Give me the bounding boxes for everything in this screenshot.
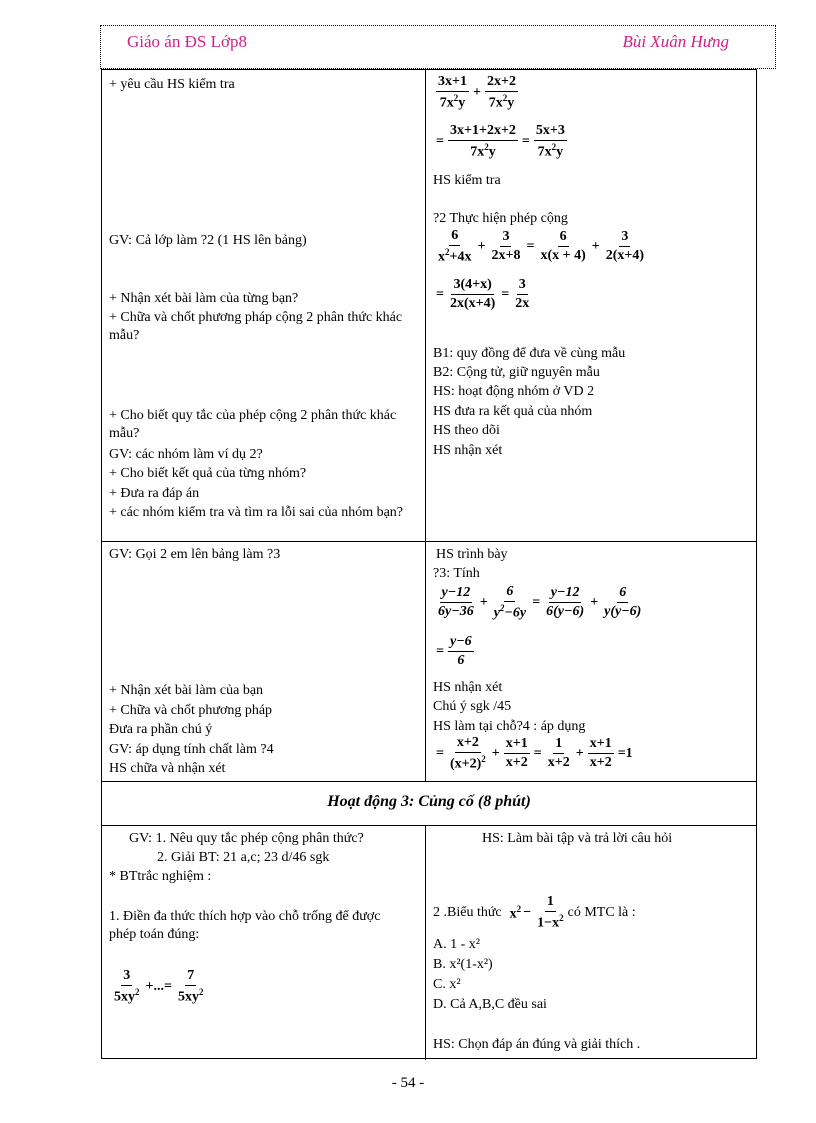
row-divider [102,781,756,782]
lesson-table [101,69,757,1059]
col-divider [425,70,426,781]
left-text: GV: Gọi 2 em lên bảng làm ?3 [109,547,281,562]
right-text: B. x²(1-x²) [433,957,493,972]
row-divider [102,825,756,826]
left-text: + yêu cầu HS kiểm tra [109,77,235,92]
right-text: ?2 Thực hiện phép cộng [433,211,568,226]
right-text: HS đưa ra kết quả của nhóm [433,404,593,419]
left-text: + Đưa ra đáp án [109,486,200,501]
left-text: GV: Cả lớp làm ?2 (1 HS lên bảng) [109,233,307,248]
left-text: GV: áp dụng tính chất làm ?4 [109,742,274,757]
equation: = $\frac{3x+1+2x+2}{7x^2y}$ = $\frac{5x+3}{7x^2y}$ [436,123,565,160]
left-text: GV: các nhóm làm ví dụ 2? [109,447,263,462]
right-text: B1: quy đồng để đưa về cùng mẫu [433,346,626,361]
header-right: Bùi Xuân Hưng [622,32,729,51]
left-text: GV: 1. Nêu quy tắc phép cộng phân thức? [129,831,364,846]
section-title: Hoạt động 3: Củng cố (8 phút) [327,793,531,810]
right-text: Chú ý sgk /45 [433,699,512,714]
right-text: HS: hoạt động nhóm ở VD 2 [433,384,595,399]
right-text: HS trình bày [436,547,508,562]
equation: 2 .Biểu thức $x^2$ − $\frac{1}{1-x^2}$ có MTC là : [433,894,636,931]
left-text: 2. Giải BT: 21 a,c; 23 d/46 sgk [157,850,330,865]
right-text: HS theo dõi [433,423,500,438]
left-text: + Cho biết quy tắc của phép cộng 2 phân thức khác mẫu? [109,408,397,441]
right-text: B2: Cộng tử, giữ nguyên mẫu [433,365,600,380]
right-text: HS làm tại chỗ?4 : áp dụng [433,719,586,734]
right-text: ?3: Tính [433,566,480,581]
left-text: + các nhóm kiểm tra và tìm ra lỗi sai của nhóm bạn? [109,505,404,520]
right-text: C. x² [433,977,461,992]
left-text: + Cho biết kết quả của từng nhóm? [109,466,307,481]
right-text: HS kiểm tra [433,173,501,188]
equation: 6 $x^2+4x$ + $\frac{3}{2x+8}$ = $\frac{6}{x(x + 4)}$ + $\frac{3}{2(x+4)}$ [438,228,645,265]
header-left: Giáo án ĐS Lớp8 [127,32,247,51]
left-text: + Chữa và chốt phương pháp [109,703,273,718]
right-text: HS: Chọn đáp án đúng và giải thích . [433,1037,641,1052]
left-text: + Nhận xét bài làm của từng bạn? [109,291,299,306]
right-text: D. Cả A,B,C đều sai [433,997,547,1012]
page-number: - 54 - [391,1075,425,1091]
equation: y−12 6y−36 + $\frac{6}{y^2-6y}$ = $\frac{y-12}{6(y-6)}$ + $\frac{6}{y(y-6)}$ [438,584,642,621]
equation: = $\frac{x+2}{(x+2)^2}$ + $\frac{x+1}{x+2}$ = $\frac{1}{x+2}$ + $\frac{x+1}{x+2}$ =1 [436,735,633,772]
left-text: Đưa ra phần chú ý [109,722,213,737]
left-text: 1. Điền đa thức thích hợp vào chỗ trống để được phép toán đúng: [109,909,381,942]
right-text: A. 1 - x² [433,937,480,952]
left-text: HS chữa và nhận xét [109,761,226,776]
right-text: 2 .Biểu thức [433,904,502,920]
right-text: HS: Làm bài tập và trả lời câu hỏi [482,831,673,846]
right-text: HS nhận xét [433,443,503,458]
right-text: HS nhận xét [433,680,503,695]
left-text: + Chữa và chốt phương pháp cộng 2 phân thức khác mẫu? [109,310,403,343]
page-header [100,25,776,69]
equation: = $\frac{y-6}{6}$ [436,634,472,668]
equation: 3 $5xy^2$ +...= $\frac{7}{5xy^2}$ [114,968,204,1005]
equation: 3x+1 $7x^2y$ + $\frac{2x+2}{7x^2y}$ [438,74,516,111]
row-divider [102,541,756,542]
equation: = $\frac{3(4+x)}{2x(x+4)}$ = $\frac{3}{2x}$ [436,277,530,311]
left-text: + Nhận xét bài làm của bạn [109,683,264,698]
right-text: có MTC là : [567,904,636,920]
col-divider [425,825,426,1060]
left-text: * BTtrắc nghiệm : [109,869,212,884]
